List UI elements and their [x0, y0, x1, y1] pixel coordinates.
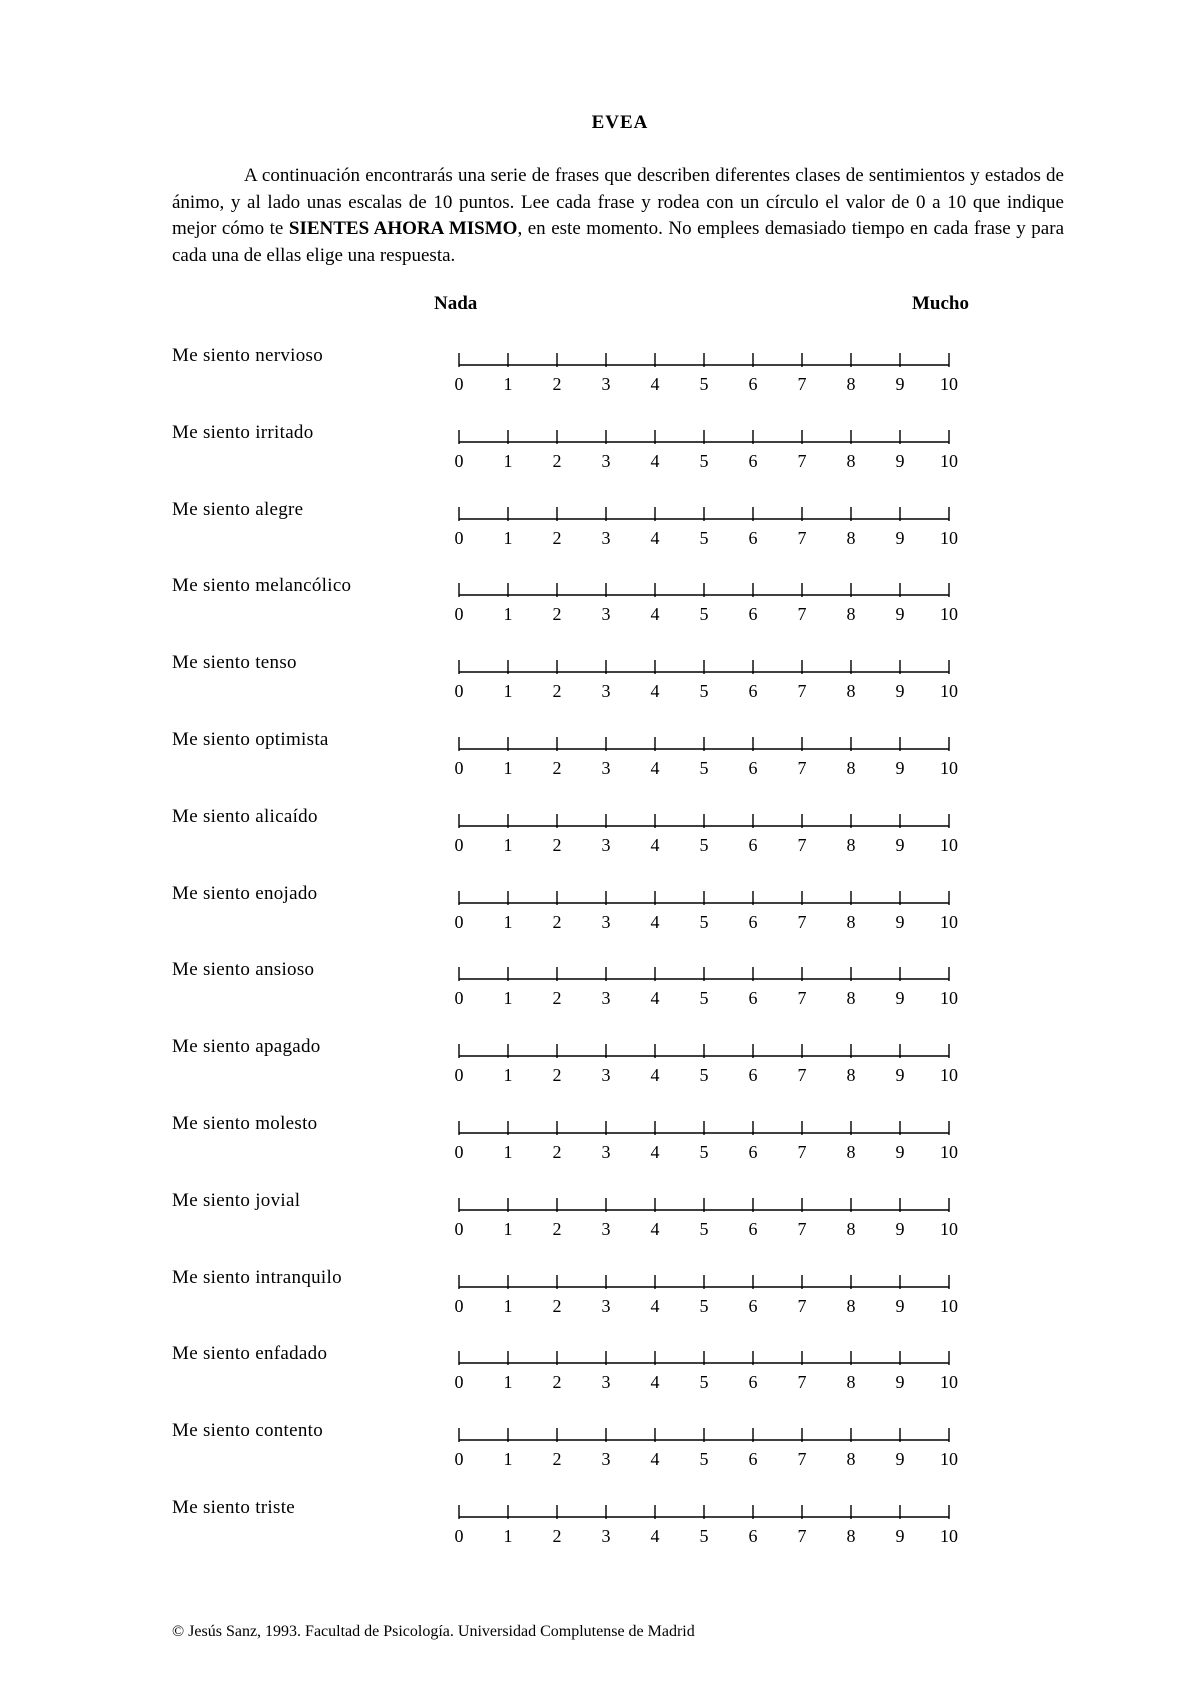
scale-option-8[interactable]: 8 — [846, 1065, 856, 1086]
scale-option-5[interactable]: 5 — [699, 1218, 709, 1239]
scale-option-7[interactable]: 7 — [797, 758, 807, 778]
scale-option-3[interactable]: 3 — [601, 1065, 611, 1086]
scale-option-9[interactable]: 9 — [895, 681, 905, 702]
scale-option-7[interactable]: 7 — [797, 911, 807, 932]
scale-option-6[interactable]: 6 — [748, 681, 758, 702]
rating-item — [0, 1497, 1200, 1567]
scale-option-1[interactable]: 1 — [503, 1526, 513, 1546]
rating-item — [0, 959, 1200, 1029]
scale-option-6[interactable]: 6 — [748, 1372, 758, 1393]
scale-option-5[interactable]: 5 — [699, 604, 709, 625]
item-label: Me siento enojado — [172, 882, 318, 904]
scale-option-0[interactable]: 0 — [454, 604, 464, 625]
rating-item — [0, 1343, 1200, 1413]
scale-option-1[interactable]: 1 — [503, 527, 513, 548]
scale-option-8[interactable]: 8 — [846, 681, 856, 702]
scale-option-8[interactable]: 8 — [846, 527, 856, 548]
rating-item — [0, 575, 1200, 645]
rating-scale[interactable] — [454, 1192, 958, 1252]
scale-option-10[interactable]: 10 — [940, 1218, 958, 1239]
item-label: Me siento triste — [172, 1497, 296, 1518]
scale-line — [458, 1192, 950, 1216]
item-label: Me siento ansioso — [172, 959, 315, 981]
item-label: Me siento apagado — [172, 1036, 321, 1058]
scale-line — [458, 808, 950, 832]
rating-scale[interactable] — [454, 731, 958, 791]
scale-option-4[interactable]: 4 — [650, 1526, 660, 1546]
scale-option-9[interactable]: 9 — [895, 1295, 905, 1316]
scale-option-2[interactable]: 2 — [552, 988, 562, 1009]
scale-option-7[interactable]: 7 — [797, 604, 807, 625]
scale-min-label: Nada — [434, 293, 478, 314]
scale-line — [458, 501, 950, 525]
scale-option-3[interactable]: 3 — [601, 988, 611, 1009]
scale-option-5[interactable]: 5 — [699, 1372, 709, 1393]
rating-item — [0, 345, 1200, 415]
scale-option-1[interactable]: 1 — [503, 1218, 513, 1239]
scale-option-9[interactable]: 9 — [895, 758, 905, 778]
scale-option-9[interactable]: 9 — [895, 911, 905, 932]
scale-option-2[interactable]: 2 — [552, 527, 562, 548]
scale-option-6[interactable]: 6 — [748, 1295, 758, 1316]
scale-option-0[interactable]: 0 — [454, 374, 464, 394]
scale-option-7[interactable]: 7 — [797, 1142, 807, 1162]
scale-option-3[interactable]: 3 — [601, 1372, 611, 1393]
scale-option-9[interactable]: 9 — [895, 450, 905, 471]
scale-option-4[interactable]: 4 — [650, 681, 660, 702]
scale-option-2[interactable]: 2 — [552, 604, 562, 625]
item-label: Me siento molesto — [172, 1113, 318, 1134]
scale-option-6[interactable]: 6 — [748, 988, 758, 1009]
rating-scale[interactable] — [454, 1422, 958, 1482]
scale-option-8[interactable]: 8 — [846, 374, 856, 394]
scale-option-10[interactable]: 10 — [940, 911, 958, 932]
scale-option-1[interactable]: 1 — [503, 681, 513, 702]
rating-scale[interactable] — [454, 577, 958, 637]
scale-option-6[interactable]: 6 — [748, 911, 758, 932]
scale-option-4[interactable]: 4 — [650, 450, 660, 471]
item-label: Me siento optimista — [172, 729, 329, 750]
scale-option-0[interactable]: 0 — [454, 681, 464, 702]
scale-option-7[interactable]: 7 — [797, 834, 807, 855]
rating-scale[interactable] — [454, 347, 958, 407]
rating-item — [0, 422, 1200, 492]
scale-line — [458, 654, 950, 678]
scale-option-7[interactable]: 7 — [797, 374, 807, 394]
scale-option-8[interactable]: 8 — [846, 758, 856, 778]
scale-option-0[interactable]: 0 — [454, 1526, 464, 1546]
scale-option-5[interactable]: 5 — [699, 374, 709, 394]
scale-option-8[interactable]: 8 — [846, 1449, 856, 1470]
scale-option-7[interactable]: 7 — [797, 681, 807, 702]
rating-scale[interactable] — [454, 1038, 958, 1098]
document-title: EVEA — [591, 112, 649, 133]
scale-option-2[interactable]: 2 — [552, 1372, 562, 1393]
scale-option-3[interactable]: 3 — [601, 1526, 611, 1546]
scale-option-4[interactable]: 4 — [650, 988, 660, 1009]
rating-item — [0, 499, 1200, 569]
scale-line — [458, 1269, 950, 1293]
scale-option-10[interactable]: 10 — [940, 758, 958, 778]
scale-option-1[interactable]: 1 — [503, 450, 513, 471]
scale-option-10[interactable]: 10 — [940, 681, 958, 702]
scale-option-10[interactable]: 10 — [940, 450, 958, 471]
scale-option-2[interactable]: 2 — [552, 450, 562, 471]
scale-option-3[interactable]: 3 — [601, 1218, 611, 1239]
scale-option-3[interactable]: 3 — [601, 1449, 611, 1470]
scale-option-10[interactable]: 10 — [940, 1065, 958, 1086]
scale-option-4[interactable]: 4 — [650, 1218, 660, 1239]
scale-option-2[interactable]: 2 — [552, 1295, 562, 1316]
scale-line — [458, 961, 950, 985]
scale-option-3[interactable]: 3 — [601, 1142, 611, 1162]
item-label: Me siento tenso — [172, 652, 297, 674]
scale-option-4[interactable]: 4 — [650, 1372, 660, 1393]
scale-option-9[interactable]: 9 — [895, 1142, 905, 1162]
scale-option-8[interactable]: 8 — [846, 1526, 856, 1546]
scale-line — [458, 1038, 950, 1062]
rating-scale[interactable] — [454, 1115, 958, 1175]
rating-scale[interactable] — [454, 501, 958, 561]
rating-item — [0, 1267, 1200, 1337]
scale-line — [458, 424, 950, 448]
scale-option-5[interactable]: 5 — [699, 681, 709, 702]
scale-line — [458, 1422, 950, 1446]
scale-option-9[interactable]: 9 — [895, 834, 905, 855]
rating-item — [0, 1420, 1200, 1490]
instructions-paragraph — [172, 163, 1064, 269]
scale-option-0[interactable]: 0 — [454, 1142, 464, 1162]
rating-item — [0, 1036, 1200, 1106]
rating-item — [0, 1113, 1200, 1183]
scale-option-6[interactable]: 6 — [748, 1218, 758, 1239]
item-label: Me siento alegre — [172, 498, 304, 520]
scale-option-7[interactable]: 7 — [797, 1526, 807, 1546]
scale-option-6[interactable]: 6 — [748, 1142, 758, 1162]
scale-option-6[interactable]: 6 — [748, 758, 758, 778]
item-label: Me siento alicaído — [172, 805, 318, 827]
scale-option-5[interactable]: 5 — [699, 1295, 709, 1316]
scale-option-1[interactable]: 1 — [503, 374, 513, 394]
scale-line — [458, 1499, 950, 1523]
scale-option-4[interactable]: 4 — [650, 911, 660, 932]
scale-option-5[interactable]: 5 — [699, 1142, 709, 1162]
scale-option-4[interactable]: 4 — [650, 834, 660, 855]
scale-option-7[interactable]: 7 — [797, 1449, 807, 1470]
scale-option-5[interactable]: 5 — [699, 911, 709, 932]
copyright-footer: © Jesús Sanz, 1993. Facultad de Psicología. Universidad Complutense de Madrid — [172, 1623, 695, 1640]
scale-option-6[interactable]: 6 — [748, 604, 758, 625]
scale-option-6[interactable]: 6 — [748, 1526, 758, 1546]
scale-option-2[interactable]: 2 — [552, 834, 562, 855]
scale-option-0[interactable]: 0 — [454, 834, 464, 855]
instructions-text-start: A continuación encontrarás una serie de frases que describen diferentes clases de sentimientos y estados de ánimo, y al lado unas escalas de 10 puntos. Lee cada frase y rodea con un círculo el valor de 0 a 10 que indique mejor cómo te — [172, 165, 1064, 239]
scale-option-6[interactable]: 6 — [748, 374, 758, 394]
scale-option-6[interactable]: 6 — [748, 527, 758, 548]
rating-scale[interactable] — [454, 1499, 958, 1559]
item-label: Me siento melancólico — [172, 575, 352, 597]
rating-item — [0, 806, 1200, 876]
scale-option-3[interactable]: 3 — [601, 1295, 611, 1316]
item-label: Me siento nervioso — [172, 345, 324, 366]
scale-option-10[interactable]: 10 — [940, 1372, 958, 1393]
scale-option-5[interactable]: 5 — [699, 527, 709, 548]
scale-line — [458, 577, 950, 601]
scale-option-10[interactable]: 10 — [940, 834, 958, 855]
scale-option-1[interactable]: 1 — [503, 1372, 513, 1393]
scale-option-0[interactable]: 0 — [454, 758, 464, 778]
scale-option-6[interactable]: 6 — [748, 1449, 758, 1470]
scale-line — [458, 1345, 950, 1369]
scale-option-5[interactable]: 5 — [699, 1449, 709, 1470]
scale-option-3[interactable]: 3 — [601, 834, 611, 855]
rating-scale[interactable] — [454, 654, 958, 714]
rating-scale[interactable] — [454, 424, 958, 484]
scale-line — [458, 1115, 950, 1139]
scale-option-2[interactable]: 2 — [552, 1218, 562, 1239]
scale-option-3[interactable]: 3 — [601, 604, 611, 625]
scale-option-5[interactable]: 5 — [699, 834, 709, 855]
scale-option-7[interactable]: 7 — [797, 1218, 807, 1239]
scale-option-5[interactable]: 5 — [699, 758, 709, 778]
scale-option-8[interactable]: 8 — [846, 988, 856, 1009]
scale-option-3[interactable]: 3 — [601, 681, 611, 702]
scale-option-0[interactable]: 0 — [454, 527, 464, 548]
scale-option-10[interactable]: 10 — [940, 1295, 958, 1316]
scale-option-4[interactable]: 4 — [650, 527, 660, 548]
scale-option-10[interactable]: 10 — [940, 604, 958, 625]
scale-option-3[interactable]: 3 — [601, 374, 611, 394]
rating-item — [0, 883, 1200, 953]
scale-option-4[interactable]: 4 — [650, 758, 660, 778]
scale-option-0[interactable]: 0 — [454, 1065, 464, 1086]
scale-option-0[interactable]: 0 — [454, 450, 464, 471]
scale-option-9[interactable]: 9 — [895, 1065, 905, 1086]
scale-option-4[interactable]: 4 — [650, 1449, 660, 1470]
scale-option-0[interactable]: 0 — [454, 1218, 464, 1239]
scale-option-2[interactable]: 2 — [552, 1526, 562, 1546]
scale-option-2[interactable]: 2 — [552, 758, 562, 778]
scale-option-1[interactable]: 1 — [503, 1449, 513, 1470]
scale-option-9[interactable]: 9 — [895, 1526, 905, 1546]
scale-option-10[interactable]: 10 — [940, 1142, 958, 1162]
scale-option-9[interactable]: 9 — [895, 527, 905, 548]
scale-option-2[interactable]: 2 — [552, 911, 562, 932]
scale-option-1[interactable]: 1 — [503, 1065, 513, 1086]
scale-option-0[interactable]: 0 — [454, 1372, 464, 1393]
scale-option-10[interactable]: 10 — [940, 1526, 958, 1546]
rating-scale[interactable] — [454, 1269, 958, 1329]
rating-item — [0, 652, 1200, 722]
scale-option-9[interactable]: 9 — [895, 1372, 905, 1393]
scale-option-8[interactable]: 8 — [846, 911, 856, 932]
rating-scale[interactable] — [454, 1345, 958, 1405]
rating-scale[interactable] — [454, 808, 958, 868]
item-label: Me siento intranquilo — [172, 1266, 342, 1288]
scale-option-9[interactable]: 9 — [895, 604, 905, 625]
scale-option-9[interactable]: 9 — [895, 1449, 905, 1470]
scale-option-2[interactable]: 2 — [552, 681, 562, 702]
scale-option-8[interactable]: 8 — [846, 1142, 856, 1162]
scale-option-7[interactable]: 7 — [797, 1372, 807, 1393]
scale-option-8[interactable]: 8 — [846, 1372, 856, 1393]
scale-option-9[interactable]: 9 — [895, 1218, 905, 1239]
scale-option-6[interactable]: 6 — [748, 834, 758, 855]
item-label: Me siento irritado — [172, 421, 314, 443]
scale-line — [458, 885, 950, 909]
scale-option-5[interactable]: 5 — [699, 1065, 709, 1086]
scale-option-3[interactable]: 3 — [601, 527, 611, 548]
scale-option-1[interactable]: 1 — [503, 988, 513, 1009]
scale-option-3[interactable]: 3 — [601, 450, 611, 471]
scale-option-1[interactable]: 1 — [503, 911, 513, 932]
instructions-emphasis: SIENTES AHORA MISMO — [288, 218, 518, 239]
scale-option-5[interactable]: 5 — [699, 450, 709, 471]
scale-option-2[interactable]: 2 — [552, 1065, 562, 1086]
scale-option-10[interactable]: 10 — [940, 988, 958, 1009]
scale-option-1[interactable]: 1 — [503, 1295, 513, 1316]
scale-option-4[interactable]: 4 — [650, 1142, 660, 1162]
scale-option-6[interactable]: 6 — [748, 450, 758, 471]
scale-line — [458, 347, 950, 371]
scale-line — [458, 731, 950, 755]
scale-option-10[interactable]: 10 — [940, 527, 958, 548]
scale-option-8[interactable]: 8 — [846, 604, 856, 625]
scale-option-9[interactable]: 9 — [895, 374, 905, 394]
scale-option-4[interactable]: 4 — [650, 1295, 660, 1316]
scale-option-7[interactable]: 7 — [797, 527, 807, 548]
scale-option-2[interactable]: 2 — [552, 374, 562, 394]
rating-item — [0, 729, 1200, 799]
item-label: Me siento jovial — [172, 1189, 301, 1211]
scale-option-1[interactable]: 1 — [503, 1142, 513, 1162]
scale-option-8[interactable]: 8 — [846, 1218, 856, 1239]
scale-option-3[interactable]: 3 — [601, 911, 611, 932]
scale-option-4[interactable]: 4 — [650, 1065, 660, 1086]
scale-option-2[interactable]: 2 — [552, 1142, 562, 1162]
scale-option-7[interactable]: 7 — [797, 1295, 807, 1316]
scale-option-8[interactable]: 8 — [846, 1295, 856, 1316]
instructions-text-end: , en este momento. No emplees demasiado tiempo en cada frase y para cada una de ellas elige una respuesta. — [172, 218, 1065, 266]
scale-option-5[interactable]: 5 — [699, 1526, 709, 1546]
scale-option-10[interactable]: 10 — [940, 1449, 958, 1470]
rating-scale[interactable] — [454, 961, 958, 1021]
scale-option-2[interactable]: 2 — [552, 1449, 562, 1470]
scale-option-7[interactable]: 7 — [797, 1065, 807, 1086]
scale-option-0[interactable]: 0 — [454, 911, 464, 932]
scale-option-1[interactable]: 1 — [503, 604, 513, 625]
scale-option-0[interactable]: 0 — [454, 988, 464, 1009]
scale-option-4[interactable]: 4 — [650, 374, 660, 394]
scale-max-label: Mucho — [912, 293, 969, 314]
scale-option-10[interactable]: 10 — [940, 374, 958, 394]
scale-option-0[interactable]: 0 — [454, 1449, 464, 1470]
scale-option-9[interactable]: 9 — [895, 988, 905, 1009]
scale-option-4[interactable]: 4 — [650, 604, 660, 625]
scale-option-1[interactable]: 1 — [503, 834, 513, 855]
item-label: Me siento enfadado — [172, 1343, 328, 1365]
rating-item — [0, 1190, 1200, 1260]
scale-option-0[interactable]: 0 — [454, 1295, 464, 1316]
scale-option-8[interactable]: 8 — [846, 450, 856, 471]
item-label: Me siento contento — [172, 1420, 324, 1442]
scale-option-6[interactable]: 6 — [748, 1065, 758, 1086]
rating-scale[interactable] — [454, 885, 958, 945]
scale-option-7[interactable]: 7 — [797, 450, 807, 471]
scale-option-8[interactable]: 8 — [846, 834, 856, 855]
scale-option-1[interactable]: 1 — [503, 758, 513, 778]
scale-option-3[interactable]: 3 — [601, 758, 611, 778]
scale-option-5[interactable]: 5 — [699, 988, 709, 1009]
scale-option-7[interactable]: 7 — [797, 988, 807, 1009]
